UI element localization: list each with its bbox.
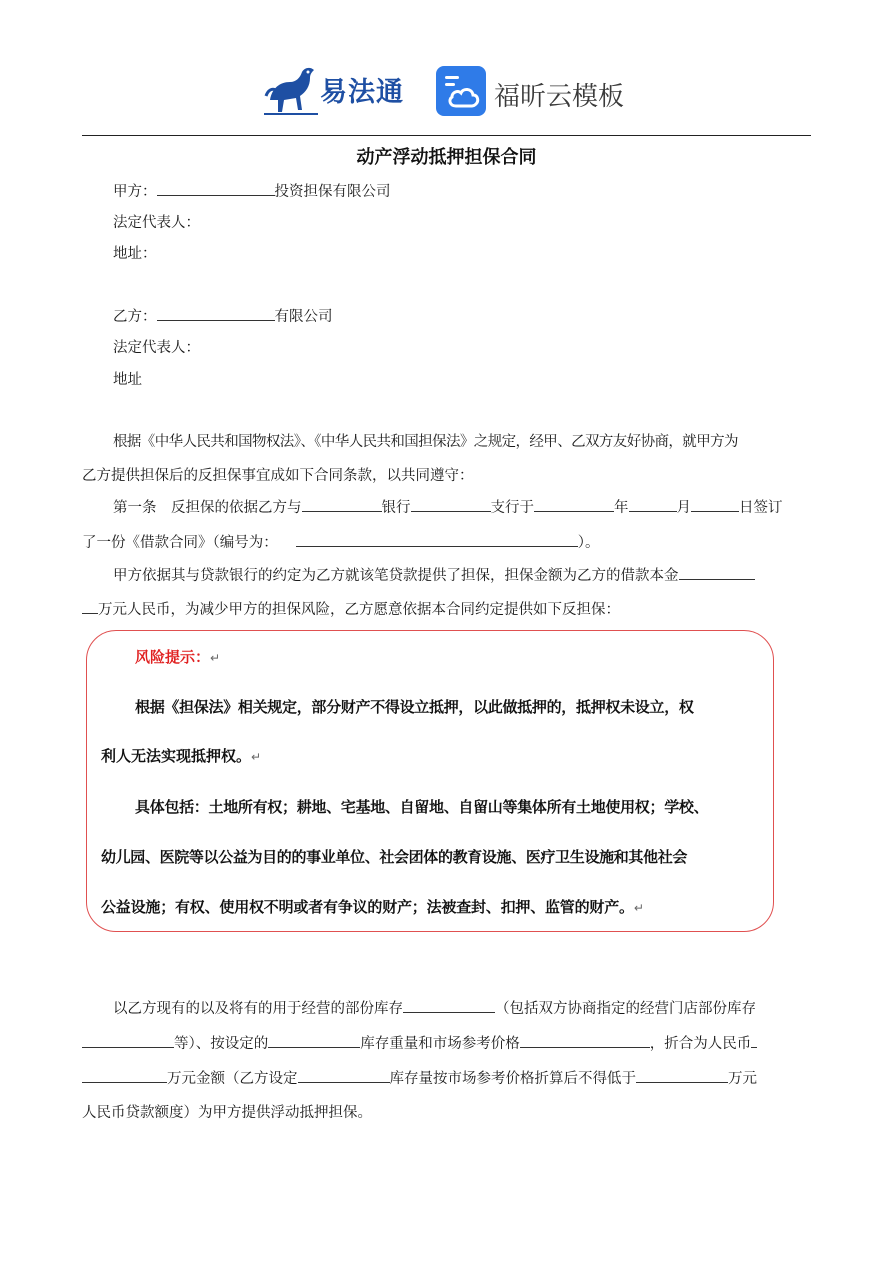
cloud-template-icon [436,66,486,116]
branch-blank[interactable] [411,497,491,512]
paragraph-4-text-h: 万元 [728,1071,757,1087]
paragraph-4-line-2 [82,1032,757,1053]
paragraph-3-line-1 [113,564,755,585]
article-1-line-2 [82,531,600,552]
logo2-text: 福昕云模板 [494,82,625,112]
principal-blank-cont[interactable] [82,599,98,614]
article-1-text-e: 月 [676,500,691,516]
party-a-rep: 法定代表人： [113,215,200,231]
paragraph-4-text-d: 库存重量和市场参考价格 [360,1036,520,1052]
rmb-blank[interactable] [751,1033,757,1048]
paragraph-4-text-f: 万元金额（乙方设定 [167,1071,298,1087]
year-blank[interactable] [534,497,614,512]
article-1-text-b: 银行 [381,500,411,516]
risk-line-5 [101,896,644,917]
risk-line-5-text: 公益设施；有权、使用权不明或者有争议的财产；法被查封、扣押、监管的财产。 [101,898,634,916]
preamble-line-2: 乙方提供担保后的反担保事宜成如下合同条款，以共同遵守： [82,468,474,484]
day-blank[interactable] [691,497,739,512]
preamble-line-1: 根据《中华人民共和国物权法》、《中华人民共和国担保法》之规定，经甲、乙双方友好协商，就甲方为 [113,434,738,450]
paragraph-4-text-g: 库存量按市场参考价格折算后不得低于 [389,1071,636,1087]
party-b-blank[interactable] [157,306,275,321]
party-b-rep: 法定代表人： [113,340,200,356]
party-a-blank[interactable] [157,181,275,196]
contract-number-blank[interactable] [296,532,578,547]
risk-line-1: 根据《担保法》相关规定，部分财产不得设立抵押，以此做抵押的，抵押权未设立，权 [135,698,694,716]
price-blank[interactable] [520,1033,650,1048]
fuxin-logo [436,66,636,120]
paragraph-4-text-e: ，折合为人民币 [649,1036,752,1052]
paragraph-mark: ↵ [210,651,221,665]
weight-blank[interactable] [268,1033,360,1048]
paragraph-4-text-c: 等）、按设定的 [174,1036,269,1052]
principal-blank[interactable] [679,565,755,580]
article-1-text-f: 日签订 [739,500,783,516]
risk-line-3: 具体包括：土地所有权；耕地、宅基地、自留地、自留山等集体所有土地使用权；学校、 [135,798,709,816]
logo1-text: 易法通 [320,77,404,108]
paragraph-mark: ↵ [633,901,644,915]
header-rule [82,135,811,136]
paragraph-4-text-a: 以乙方现有的以及将有的用于经营的部份库存 [113,1001,403,1017]
store-inventory-blank[interactable] [82,1033,174,1048]
month-blank[interactable] [629,497,677,512]
paragraph-4-line-3 [82,1067,757,1088]
article-1-text-a: 第一条 反担保的依据乙方与 [113,500,302,516]
risk-line-2 [101,745,261,766]
risk-line-2-text: 利人无法实现抵押权。 [101,747,252,765]
yifatong-logo [262,60,412,120]
article-1-text-g: 了一份《借款合同》（编号为： [82,535,278,551]
paragraph-3-line-2 [82,598,620,619]
paragraph-3-text-b: 万元人民币，为减少甲方的担保风险，乙方愿意依据本合同约定提供如下反担保： [98,602,620,618]
party-a-line [113,180,391,201]
header [0,60,893,122]
set-inventory-blank[interactable] [298,1068,390,1083]
paragraph-mark: ↵ [251,750,262,764]
bank-blank[interactable] [302,497,382,512]
paragraph-4-line-4: 人民币贷款额度）为甲方提供浮动抵押担保。 [82,1105,372,1121]
party-a-suffix: 投资担保有限公司 [274,184,391,200]
document-title: 动产浮动抵押担保合同 [356,147,537,168]
risk-title [135,646,220,667]
paragraph-4-text-b: （包括双方协商指定的经营门店部份库存 [495,1001,756,1017]
minimum-blank[interactable] [636,1068,728,1083]
article-1-text-d: 年 [614,500,629,516]
party-b-address: 地址 [113,372,142,388]
amount-blank[interactable] [82,1068,167,1083]
risk-notice-box [86,630,774,932]
party-b-suffix: 有限公司 [274,309,333,325]
party-b-line [113,305,333,326]
party-b-label: 乙方： [113,309,157,325]
article-1-line-1 [113,496,783,517]
article-1-text-c: 支行于 [490,500,534,516]
risk-line-4: 幼儿园、医院等以公益为目的的事业单位、社会团体的教育设施、医疗卫生设施和其他社会 [101,848,688,866]
qilin-icon [262,60,320,116]
inventory-blank[interactable] [403,998,495,1013]
risk-title-text: 风险提示： [135,648,211,666]
paragraph-3-text-a: 甲方依据其与贷款银行的约定为乙方就该笔贷款提供了担保，担保金额为乙方的借款本金 [113,568,679,584]
party-a-address: 地址： [113,246,157,262]
party-a-label: 甲方： [113,184,157,200]
paragraph-4-line-1 [113,997,756,1018]
article-1-text-h: ）。 [577,535,600,551]
